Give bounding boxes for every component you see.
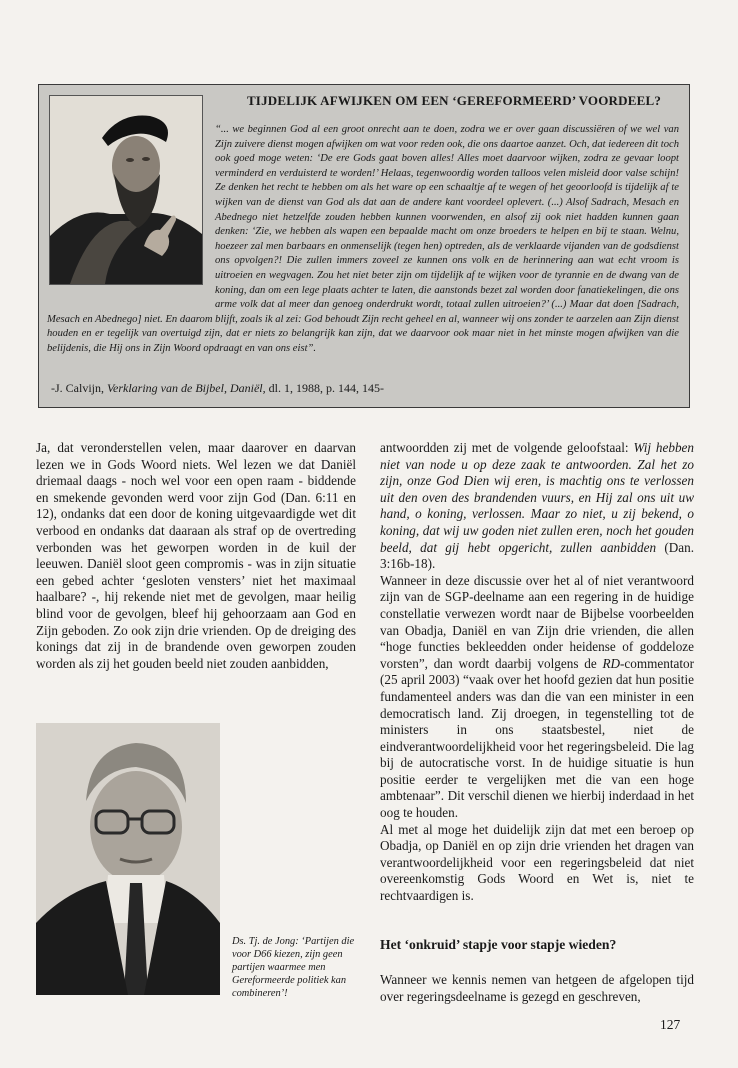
calvin-quote: “... we beginnen God al een groot onrecht aan te doen, zodra we er over gaan discussiëren of we wel van Zijn zuivere dienst mogen afwijken om wat voor reden ook, die ons daartoe aanzet. Och, dat iedereen dit toch ook goed moge weten: ‘De ere Gods gaat boven alles! Alles moet daarvoor wijken, zodra ze gevaar loopt verminderd en verduisterd te worden!’ Helaas, tegenwoordig worden talloos velen misleid door valse schijn! Ze denken het recht te hebben om als het ware op een schaaltje af te wegen of het geoorloofd is tijdelijk af te wijken van de dienst van God als dat aan de andere kant voordeel oplevert. (...) Alsof Sadrach, Mesach en Abednego niet hetzelfde zouden hebben kunnen voorwenden, en alsof zij ook niet hadden kunnen gaan denken: ‘Zie, we hebben als wapen een bepaalde macht om onze broeders te helpen en bij te staan. Welnu, hoezeer zal men barbaars en onmenselijk (tegen hen) optreden, als de verklaarde vijanden van de godsdienst ons opvolgen?! Die zullen immers zoveel ze kunnen ons volk en de herinnering aan wat echt vroom is uitroeien en wegvagen. Zou het niet beter zijn om tijdelijk af te wijken voor de tyrannie en de dwang van de koning, dan om een lege plaats achter te laten, die aanstonds bezet zal worden door fanatiekelingen, die ons arme volk dat al meer dan genoeg onderdrukt wordt, totaal zullen uitroeien?’ (...) Maar dat doen [Sadrach, Mesach en Abednego] niet. En daarom blijft, zoals ik al zei: God behoudt Zijn recht geheel en al, wanneer wij ons zonder te aarzelen aan Zijn dienst houden en er tegelijk van overtuigd zijn, dat er niets zo belangrijk kan zijn, dat we daarvoor ook maar niet in het minste mogen afwijken van die belijdenis, die Hij ons in Zijn Woord opdraagt en van ons eist”. — [47, 124, 679, 354]
bible-reference: (Dan. 3:16b-18). — [380, 539, 694, 572]
p1-intro: antwoordden zij met de volgende geloofstaal: — [380, 440, 634, 455]
quote-box — [38, 84, 690, 408]
right-column — [380, 440, 694, 905]
left-column — [36, 440, 356, 672]
right-paragraph-2 — [380, 573, 694, 822]
source-title: Verklaring van de Bijbel, Daniël, — [107, 381, 266, 395]
source-author: -J. Calvijn, — [51, 381, 107, 395]
p2-part-a: Wanneer in deze discussie over het al of niet verantwoord zijn van de SGP-deelname aan een regering in de huidige constellatie verwezen wordt naar de Bijbelse voorbeelden van Obadja, Daniël en van Zijn drie vrienden, die allen “hoge functies bekleedden onder heidense of goddeloze vorsten”, dan wordt daarbij volgens de — [380, 572, 694, 671]
p2-part-b: -commentator (25 april 2003) “vaak over het hoofd gezien dat hun positie fundamenteel anders was dan die van een minister in een democratisch land. Zij droegen, in tegenstelling tot de ministers in ons staatsbestel, niet de eindverantwoordelijkheid voor het regeringsbeleid. Die lag bij de autocratische vorst. In de huidige situatie is hun positie eerder te vergelijken met die van een hoge ambtenaar”. Dit verschil dienen we hierbij inderdaad in het oog te houden. — [380, 655, 694, 821]
rd-abbreviation: RD — [602, 655, 621, 671]
left-paragraph: Ja, dat veronderstellen velen, maar daarover en daarvan lezen we in Gods Woord niets. Wel lezen we dat Daniël driemaal daags - noch wel voor een open raam - biddende en smekende gevonden werd voor zijn God (Dan. 6:11 en 12), ondanks dat een door de koning uitgevaardigde wet dit verbood en ondanks dat daaraan als straf op de overtreding verbonden was het geworpen worden in de kuil der leeuwen. Daniël sloot geen compromis - was in zijn situatie een gebed achter ‘gesloten vensters’ niet het maximaal haalbare? -, hij rekende niet met de gevolgen, maar heilig blind voor de gevolgen, bleef hij gehoorzaam aan God en Zijn geboden. Zo ook zijn drie vrienden. Op de dreiging des konings dat zij in de brandende oven geworpen zouden worden als zij het gouden beeld niet zouden aanbidden, — [36, 440, 356, 671]
photo-caption: Ds. Tj. de Jong: ‘Partijen die voor D66 kiezen, zijn geen partijen waarmee men Gereformeerde politiek kan combineren’! — [232, 936, 355, 999]
right-paragraph-3: Al met al moge het duidelijk zijn dat met een beroep op Obadja, op Daniël en op zijn drie vrienden het dragen van verantwoordelijkheid voor een regeringsbeleid dat niet overeenkomstig Gods Woord en Wet is, niet te rechtvaardigen is. — [380, 821, 694, 904]
dejong-photo — [36, 723, 220, 995]
bible-quote: Wij hebben niet van node u op deze zaak te antwoorden. Zal het zo zijn, onze God Dien wij eren, is machtig ons te verlossen uit den oven des brandenden vuurs, en Hij zal ons uit uw hand, o koning, verlossen. Maar zo niet, u zij bekend, o koning, dat wij uw goden niet zullen eren, noch het gouden beeld, dat gij hebt opgericht, zullen aanbidden — [380, 440, 694, 555]
section-heading: Het ‘onkruid’ stapje voor stapje wieden? — [380, 937, 617, 952]
quote-box-title: TIJDELIJK AFWIJKEN OM EEN ‘GEREFORMEERD’ VOORDEEL? — [246, 93, 662, 108]
quote-source — [51, 381, 384, 396]
page-number: 127 — [660, 1017, 681, 1032]
right-paragraph-1 — [380, 440, 694, 573]
right-paragraph-4: Wanneer we kennis nemen van hetgeen de afgelopen tijd over regeringsdeelname is gezegd en geschreven, — [380, 972, 694, 1004]
source-details: dl. 1, 1988, p. 144, 145- — [265, 381, 384, 395]
